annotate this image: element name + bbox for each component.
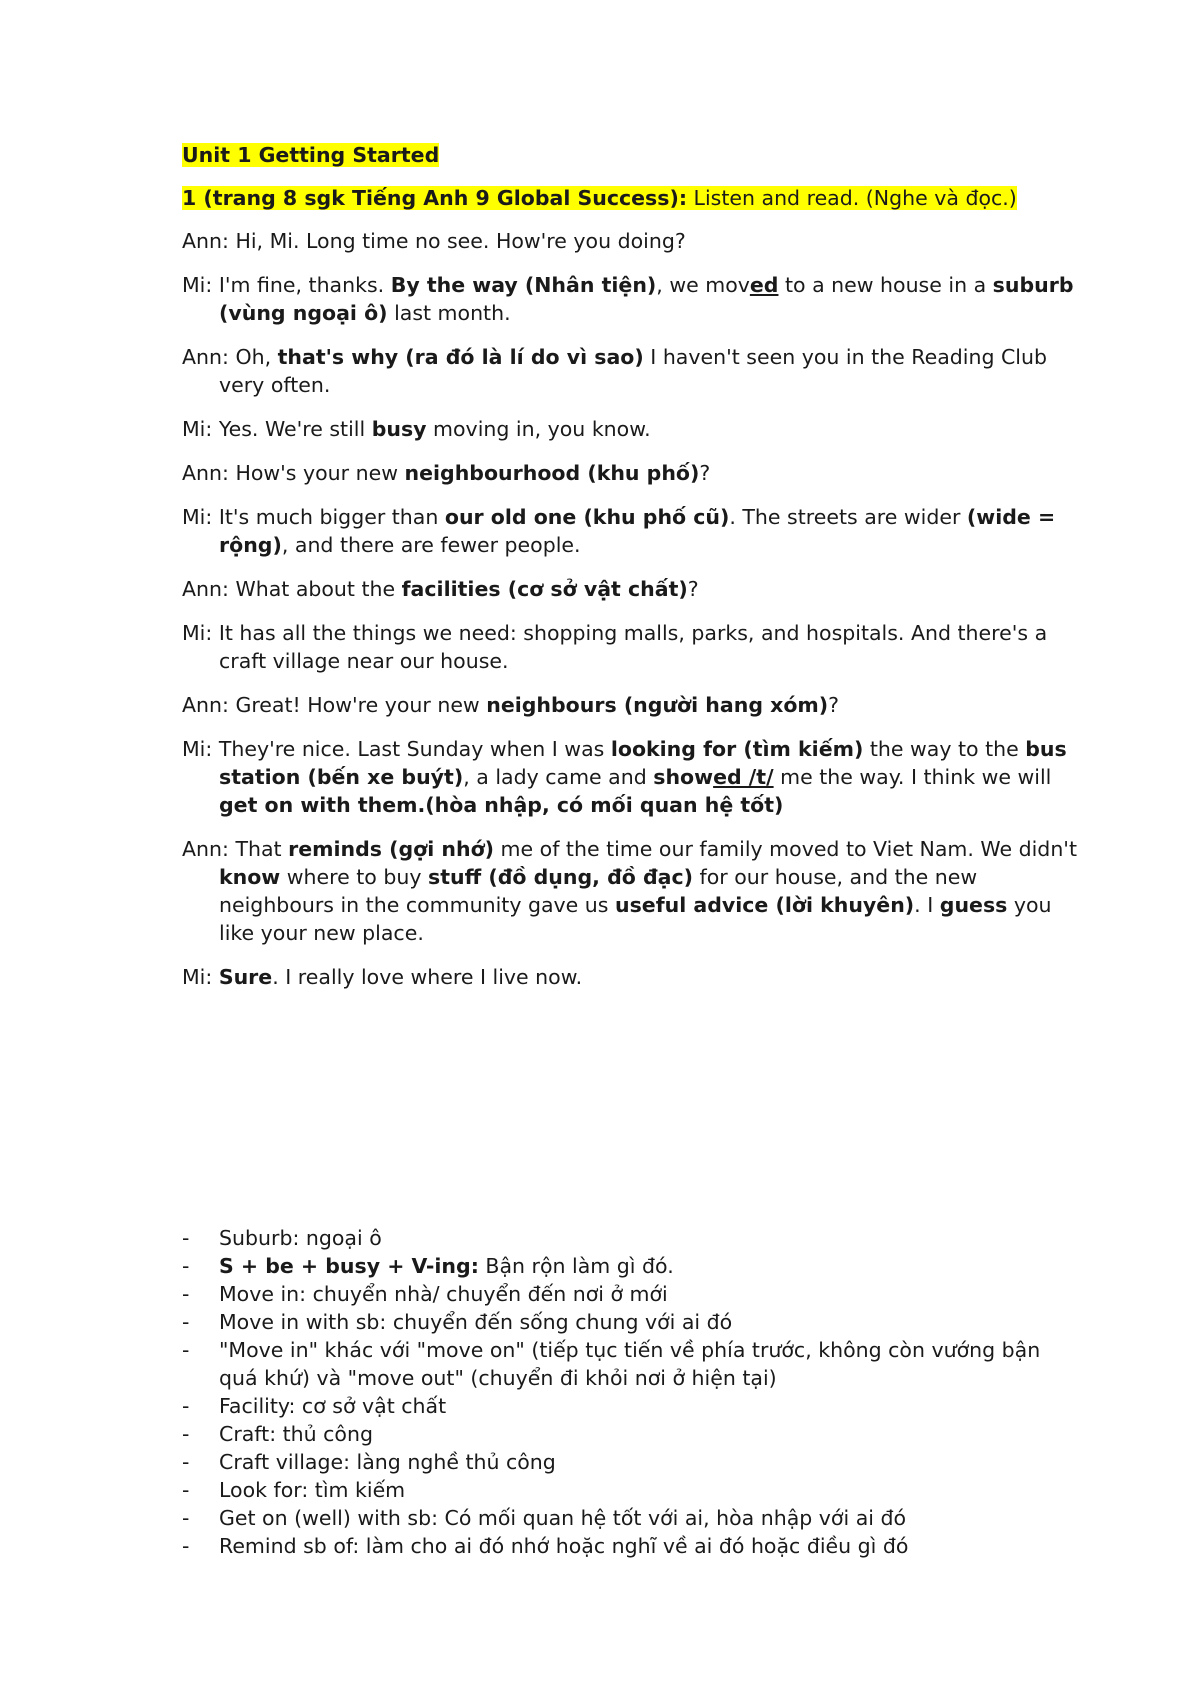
bold-term: facilities (cơ sở vật chất) [401,577,688,601]
text-run: It has all the things we need: shopping malls, parks, and hospitals. And there's a craft village near our house. [212,621,1048,673]
text-run: , a lady came and [463,765,654,789]
speaker-name: Mi: [182,965,213,989]
text-run: Great! How're your new [228,693,487,717]
exercise-label: 1 (trang 8 sgk Tiếng Anh 9 Global Success): [182,186,688,210]
dialogue-line [182,459,1082,487]
exercise-instruction: Listen and read. (Nghe và đọc.) [687,186,1017,210]
text-run: ? [699,461,711,485]
speaker-name: Mi: [182,273,213,297]
text-run: How's your new [228,461,405,485]
text-run: me of the time our family moved to Viet Nam. We didn't [494,837,1077,861]
bullet-dash: - [182,1506,190,1530]
bold-term: useful advice (lời khuyên) [615,893,915,917]
bold-term: show [653,765,714,789]
bullet-dash: - [182,1534,190,1558]
text-run: ? [687,577,699,601]
bold-term: (wide = rộng) [219,505,1056,557]
bold-term: that's why (ra đó là lí do vì sao) [277,345,644,369]
note-item [182,1476,1082,1504]
dialogue-line [182,415,1082,443]
speaker-name: Mi: [182,505,213,529]
dialogue-line [182,343,1082,399]
speaker-name: Ann: [182,229,229,253]
text-run: Bận rộn làm gì đó. [478,1254,674,1278]
text-run: you like your new place. [219,893,1052,945]
note-item [182,1336,1082,1392]
note-item [182,1420,1082,1448]
bold-term: suburb (vùng ngoại ô) [219,273,1074,325]
bullet-dash: - [182,1338,190,1362]
dialogue-line [182,271,1082,327]
document-page [182,141,1082,1007]
text-run: , we mov [656,273,750,297]
bold-term: reminds (gợi nhớ) [288,837,495,861]
text-run: Remind sb of: làm cho ai đó nhớ hoặc nghĩ về ai đó hoặc điều gì đó [219,1534,909,1558]
text-run: . The streets are wider [729,505,967,529]
text-run: It's much bigger than [212,505,445,529]
underlined-term: ed [749,273,779,297]
speaker-name: Mi: [182,417,213,441]
text-run: Craft: thủ công [219,1422,373,1446]
text-run: They're nice. Last Sunday when I was [212,737,611,761]
text-run: What about the [228,577,402,601]
speaker-name: Ann: [182,345,229,369]
dialogue-line [182,503,1082,559]
bold-term: stuff (đồ dụng, đồ đạc) [428,865,693,889]
bullet-dash: - [182,1226,190,1250]
bold-underlined-term [750,273,779,297]
unit-title [182,141,1082,169]
text-run: Get on (well) with sb: Có mối quan hệ tốt với ai, hòa nhập với ai đó [219,1506,907,1530]
text-run: . I [914,893,940,917]
bold-term: know [219,865,281,889]
speaker-name: Ann: [182,577,229,601]
bold-term: Sure [218,965,273,989]
bullet-dash: - [182,1422,190,1446]
bullet-dash: - [182,1282,190,1306]
note-item [182,1504,1082,1532]
text-run: , and there are fewer people. [281,533,581,557]
speaker-name: Ann: [182,693,229,717]
note-item [182,1448,1082,1476]
bullet-dash: - [182,1478,190,1502]
bold-term: neighbourhood (khu phố) [404,461,700,485]
bullet-dash: - [182,1450,190,1474]
bold-term: neighbours (người hang xóm) [486,693,829,717]
speaker-name: Mi: [182,737,213,761]
text-run: ? [828,693,840,717]
speaker-name: Ann: [182,837,229,861]
bold-underlined-term [713,765,774,789]
bullet-dash: - [182,1310,190,1334]
text-run: Hi, Mi. Long time no see. How're you doing? [228,229,686,253]
text-run: the way to the [863,737,1026,761]
text-run: where to buy [280,865,428,889]
unit-title-text: Unit 1 Getting Started [182,143,440,167]
text-run: to a new house in a [778,273,993,297]
dialogue-line [182,835,1082,947]
text-run: I haven't seen you in the Reading Club very often. [219,345,1047,397]
note-item [182,1252,1082,1280]
speaker-name: Ann: [182,461,229,485]
text-run: Oh, [228,345,278,369]
text-run: Craft village: làng nghề thủ công [219,1450,556,1474]
text-run: Yes. We're still [212,417,372,441]
note-item [182,1308,1082,1336]
text-run: Look for: tìm kiếm [219,1478,406,1502]
bold-term: bus station (bến xe buýt) [219,737,1067,789]
text-run: moving in, you know. [426,417,651,441]
text-run: That [228,837,289,861]
bold-term: our old one (khu phố cũ) [444,505,730,529]
dialogue-line [182,619,1082,675]
dialogue [182,227,1082,991]
bold-term: By the way (Nhân tiện) [390,273,657,297]
bullet-dash: - [182,1394,190,1418]
bullet-dash: - [182,1254,190,1278]
vocabulary-notes [182,1224,1082,1560]
text-run: me the way. I think we will [773,765,1052,789]
text-run: last month. [387,301,511,325]
note-item [182,1532,1082,1560]
dialogue-line [182,575,1082,603]
note-item [182,1280,1082,1308]
bold-term: busy [371,417,427,441]
text-run: . I really love where I live now. [272,965,583,989]
note-item [182,1224,1082,1252]
bold-term: looking for (tìm kiếm) [610,737,864,761]
exercise-heading [182,184,1082,212]
bold-term: guess [939,893,1008,917]
text-run: Move in: chuyển nhà/ chuyển đến nơi ở mới [219,1282,668,1306]
underlined-term: ed /t/ [713,765,774,789]
dialogue-line [182,227,1082,255]
dialogue-line [182,691,1082,719]
note-item [182,1392,1082,1420]
dialogue-line [182,735,1082,819]
bold-term: S + be + busy + V-ing: [219,1254,479,1278]
text-run: Move in with sb: chuyển đến sống chung với ai đó [219,1310,733,1334]
text-run: Facility: cơ sở vật chất [219,1394,447,1418]
text-run: I'm fine, thanks. [212,273,391,297]
dialogue-line [182,963,1082,991]
text-run: Suburb: ngoại ô [219,1226,382,1250]
text-run: for our house, and the new neighbours in the community gave us [219,865,978,917]
text-run: "Move in" khác với "move on" (tiếp tục tiến về phía trước, không còn vướng bận quá khứ) và "move out" (chuyển đi khỏi nơi ở hiện tại) [219,1338,1041,1390]
bold-term: get on with them.(hòa nhập, có mối quan hệ tốt) [219,793,784,817]
speaker-name: Mi: [182,621,213,645]
